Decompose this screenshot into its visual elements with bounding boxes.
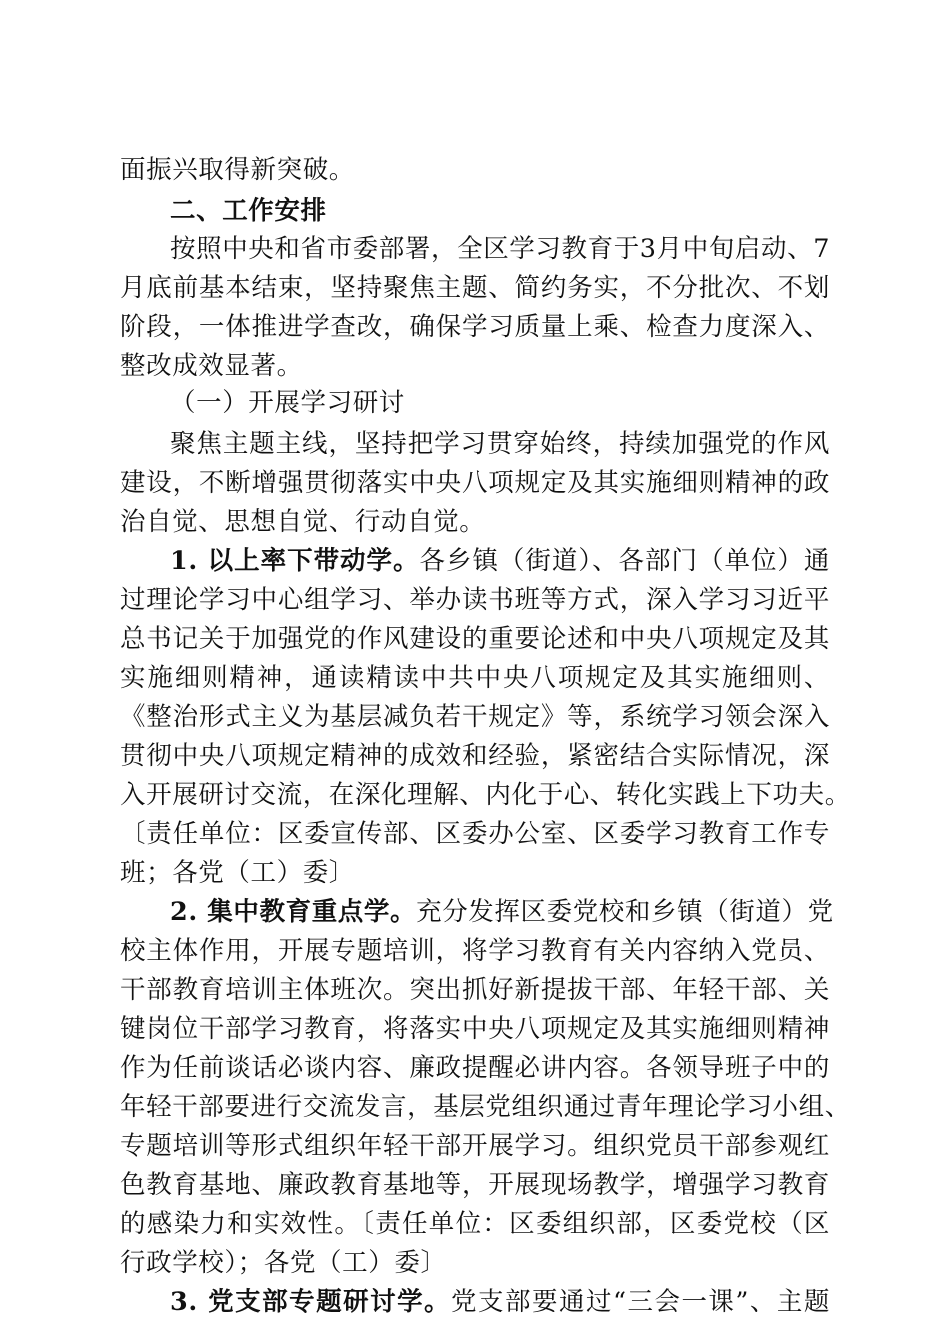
paragraph-line: 《整治形式主义为基层减负若干规定》等，系统学习领会深入 <box>120 702 830 732</box>
item-text: 各乡镇（街道）、各部门（单位）通 <box>419 546 830 576</box>
paragraph-line: 治自觉、思想自觉、行动自觉。 <box>120 507 486 537</box>
item-lead: 3. 党支部专题研讨学。 <box>170 1287 452 1317</box>
paragraph-line: 〔责任单位：区委宣传部、区委办公室、区委学习教育工作专 <box>120 819 830 849</box>
paragraph-line: 键岗位干部学习教育，将落实中央八项规定及其实施细则精神 <box>120 1014 830 1044</box>
item-first-line <box>170 892 834 932</box>
paragraph-line: 年轻干部要进行交流发言，基层党组织通过青年理论学习小组、 <box>120 1092 851 1122</box>
paragraph-line: 校主体作用，开展专题培训，将学习教育有关内容纳入党员、 <box>120 936 830 966</box>
paragraph-line: 整改成效显著。 <box>120 351 303 381</box>
paragraph-line: 入开展研讨交流，在深化理解、内化于心、转化实践上下功夫。 <box>120 780 851 810</box>
paragraph-line: 总书记关于加强党的作风建设的重要论述和中央八项规定及其 <box>120 624 830 654</box>
item-text: 充分发挥区委党校和乡镇（街道）党 <box>416 897 834 927</box>
item-lead: 2. 集中教育重点学。 <box>170 897 417 927</box>
paragraph-line: 作为任前谈话必谈内容、廉政提醒必讲内容。各领导班子中的 <box>120 1053 830 1083</box>
item-lead: 1. 以上率下带动学。 <box>170 546 420 576</box>
item-first-line <box>170 1282 830 1322</box>
paragraph-line: 实施细则精神，通读精读中共中央八项规定及其实施细则、 <box>120 663 830 693</box>
paragraph-line: 面振兴取得新突破。 <box>120 155 355 185</box>
section-heading: 二、工作安排 <box>170 196 327 226</box>
paragraph-line: 过理论学习中心组学习、举办读书班等方式，深入学习习近平 <box>120 585 830 615</box>
paragraph-line: 阶段，一体推进学查改，确保学习质量上乘、检查力度深入、 <box>120 312 830 342</box>
item-text: 党支部要通过“三会一课”、主题 <box>451 1287 830 1317</box>
paragraph-line: 干部教育培训主体班次。突出抓好新提拔干部、年轻干部、关 <box>120 975 830 1005</box>
paragraph-line: 班；各党（工）委〕 <box>120 858 355 888</box>
subsection-heading: （一）开展学习研讨 <box>170 388 405 418</box>
paragraph-line: 专题培训等形式组织年轻干部开展学习。组织党员干部参观红 <box>120 1131 830 1161</box>
item-first-line <box>170 541 830 581</box>
paragraph-line: 行政学校）；各党（工）委〕 <box>120 1248 447 1278</box>
paragraph-line: 建设，不断增强贯彻落实中央八项规定及其实施细则精神的政 <box>120 468 830 498</box>
paragraph-line: 按照中央和省市委部署，全区学习教育于3月中旬启动、7 <box>170 234 831 264</box>
paragraph-line: 聚焦主题主线，坚持把学习贯穿始终，持续加强党的作风 <box>170 429 830 459</box>
paragraph-line: 月底前基本结束，坚持聚焦主题、简约务实，不分批次、不划 <box>120 273 830 303</box>
paragraph-line: 色教育基地、廉政教育基地等，开展现场教学，增强学习教育 <box>120 1170 830 1200</box>
paragraph-line: 的感染力和实效性。〔责任单位：区委组织部，区委党校（区 <box>120 1209 830 1239</box>
paragraph-line: 贯彻中央八项规定精神的成效和经验，紧密结合实际情况，深 <box>120 741 830 771</box>
